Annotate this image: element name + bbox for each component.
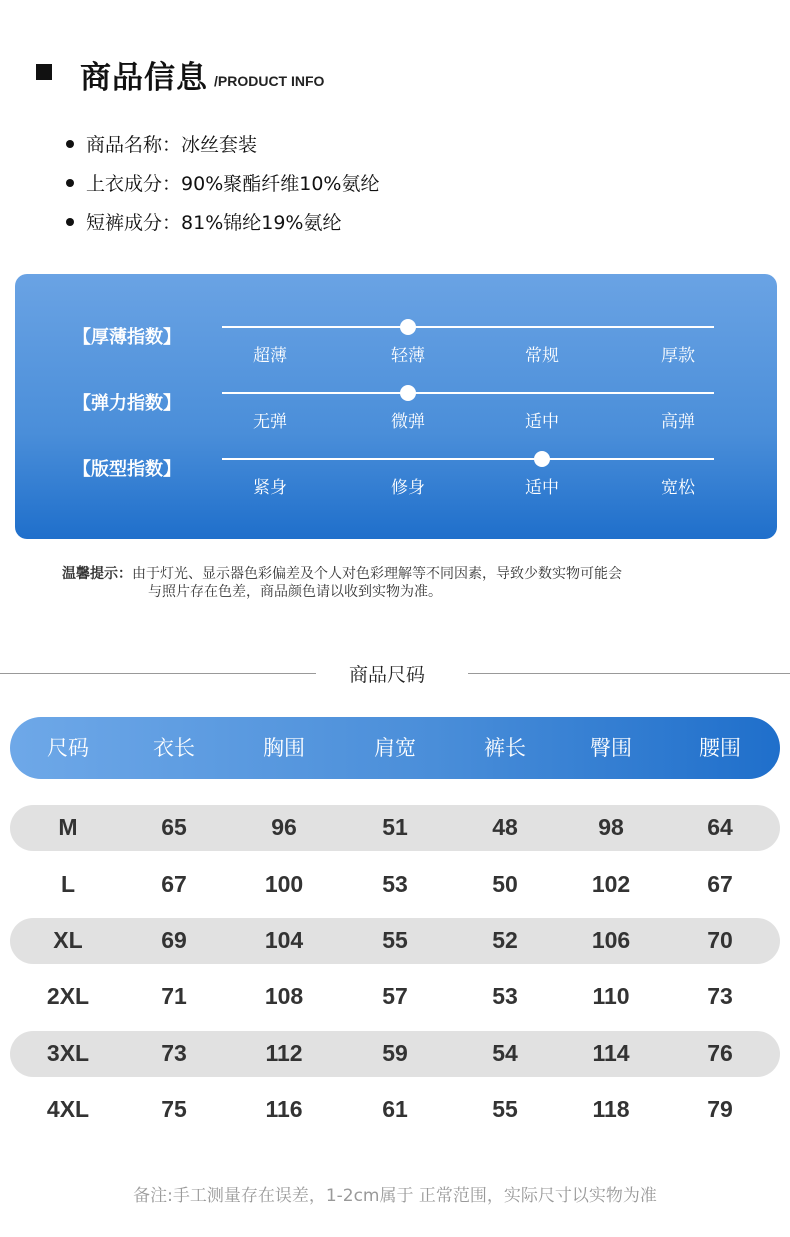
size-value-cell: 59 [382, 1040, 408, 1066]
info-item-top-material [66, 163, 379, 202]
size-value-cell: 75 [161, 1096, 187, 1122]
divider-right [468, 673, 790, 674]
size-header-cell: 臀围 [590, 736, 632, 760]
size-table-header [10, 717, 780, 779]
notice-label: 温馨提示： [62, 566, 132, 582]
notice-line1: 由于灯光、显示器色彩偏差及个人对色彩理解等不同因素，导致少数实物可能会 [132, 566, 622, 582]
size-value-cell: 108 [264, 983, 304, 1009]
page-subtitle: /PRODUCT INFO [214, 73, 325, 89]
title-square-icon [36, 64, 52, 80]
size-label-cell: M [58, 814, 78, 840]
bullet-icon [66, 179, 74, 187]
size-value-cell: 65 [161, 814, 187, 840]
size-value-cell: 52 [492, 927, 518, 953]
size-value-cell: 61 [382, 1096, 408, 1122]
size-value-cell: 76 [707, 1040, 733, 1066]
size-header-cell: 裤长 [484, 736, 526, 760]
index-panel [15, 274, 777, 539]
index-marker-dot [534, 451, 550, 467]
size-label-cell: L [60, 871, 76, 897]
product-info-list [66, 124, 379, 241]
index-option: 微弹 [391, 412, 425, 432]
size-value-cell: 71 [161, 983, 187, 1009]
index-option: 超薄 [253, 346, 287, 366]
size-value-cell: 50 [492, 871, 518, 897]
divider-left [0, 673, 316, 674]
index-option: 适中 [525, 478, 559, 498]
size-label-cell: 4XL [46, 1096, 90, 1122]
size-value-cell: 55 [382, 927, 408, 953]
info-value: 81%锦纶19%氨纶 [181, 212, 342, 234]
size-label-cell: 2XL [46, 983, 90, 1009]
info-item-name [66, 124, 379, 163]
size-value-cell: 67 [161, 871, 187, 897]
size-value-cell: 79 [707, 1096, 733, 1122]
index-option: 无弹 [253, 412, 287, 432]
size-value-cell: 64 [707, 814, 733, 840]
bullet-icon [66, 218, 74, 226]
size-value-cell: 104 [264, 927, 304, 953]
index-option: 轻薄 [391, 346, 425, 366]
size-header-cell: 衣长 [153, 736, 195, 760]
notice [62, 565, 762, 601]
size-value-cell: 51 [382, 814, 408, 840]
size-header-cell: 肩宽 [374, 736, 416, 760]
size-value-cell: 116 [265, 1096, 303, 1122]
index-option: 适中 [525, 412, 559, 432]
size-value-cell: 73 [161, 1040, 187, 1066]
info-label: 短裤成分： [86, 212, 182, 234]
info-value: 冰丝套装 [181, 134, 258, 156]
size-value-cell: 112 [265, 1040, 303, 1066]
index-label: 【版型指数】 [73, 459, 181, 480]
info-item-shorts-material [66, 202, 379, 241]
index-option: 常规 [525, 346, 559, 366]
index-track [222, 458, 714, 460]
size-header-cell: 胸围 [263, 736, 305, 760]
size-value-cell: 118 [592, 1096, 630, 1122]
size-value-cell: 55 [492, 1096, 518, 1122]
footnote: 备注:手工测量存在误差，1-2cm属于 正常范围，实际尺寸以实物为准 [133, 1186, 657, 1206]
size-value-cell: 114 [592, 1040, 630, 1066]
index-option: 高弹 [661, 412, 695, 432]
index-option: 紧身 [253, 478, 287, 498]
size-section-title: 商品尺码 [349, 664, 426, 686]
index-marker-dot [400, 319, 416, 335]
size-label-cell: XL [53, 927, 83, 953]
size-value-cell: 70 [707, 927, 733, 953]
size-value-cell: 69 [161, 927, 187, 953]
size-value-cell: 73 [707, 983, 733, 1009]
index-label: 【厚薄指数】 [73, 327, 181, 348]
page-title: 商品信息 [80, 60, 208, 96]
index-track [222, 392, 714, 394]
size-value-cell: 98 [598, 814, 624, 840]
index-option: 宽松 [661, 478, 695, 498]
index-track [222, 326, 714, 328]
bullet-icon [66, 140, 74, 148]
size-value-cell: 67 [707, 871, 733, 897]
size-value-cell: 110 [592, 983, 630, 1009]
index-marker-dot [400, 385, 416, 401]
index-option: 修身 [391, 478, 425, 498]
size-value-cell: 53 [382, 871, 408, 897]
size-value-cell: 100 [264, 871, 304, 897]
size-value-cell: 102 [591, 871, 631, 897]
info-label: 上衣成分： [86, 173, 182, 195]
index-option: 厚款 [661, 346, 695, 366]
size-value-cell: 96 [271, 814, 297, 840]
notice-line2: 与照片存在色差，商品颜色请以收到实物为准。 [148, 584, 442, 600]
info-label: 商品名称： [86, 134, 182, 156]
size-label-cell: 3XL [46, 1040, 90, 1066]
info-value: 90%聚酯纤维10%氨纶 [181, 173, 380, 195]
size-value-cell: 106 [591, 927, 631, 953]
size-value-cell: 48 [492, 814, 518, 840]
size-value-cell: 54 [492, 1040, 518, 1066]
size-value-cell: 57 [382, 983, 408, 1009]
index-label: 【弹力指数】 [73, 393, 181, 414]
size-header-cell: 尺码 [47, 736, 89, 760]
size-value-cell: 53 [492, 983, 518, 1009]
size-header-cell: 腰围 [699, 736, 741, 760]
